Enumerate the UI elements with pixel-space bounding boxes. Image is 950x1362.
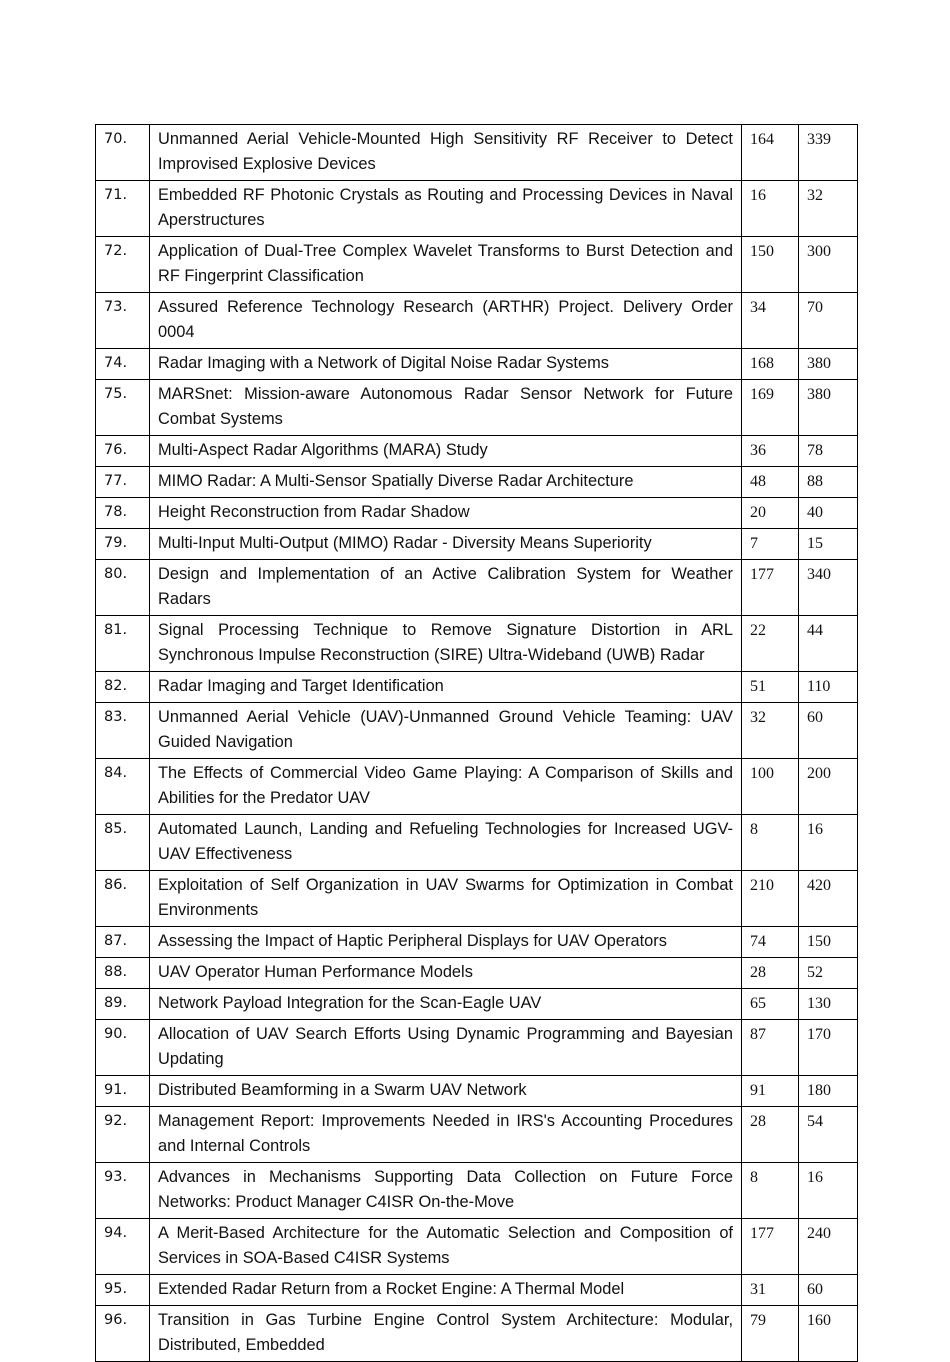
row-title: Radar Imaging and Target Identification — [150, 672, 742, 703]
row-value-a: 28 — [742, 958, 799, 989]
row-value-b: 180 — [799, 1076, 858, 1107]
table-row — [96, 529, 858, 560]
row-title: Design and Implementation of an Active Calibration System for Weather Radars — [150, 560, 742, 616]
table-row — [96, 293, 858, 349]
row-title: Distributed Beamforming in a Swarm UAV Network — [150, 1076, 742, 1107]
row-number: 84. — [96, 759, 150, 815]
row-value-b: 160 — [799, 1306, 858, 1362]
row-number: 73. — [96, 293, 150, 349]
row-number: 75. — [96, 380, 150, 436]
row-title: Management Report: Improvements Needed in IRS's Accounting Procedures and Internal Controls — [150, 1107, 742, 1163]
table-row — [96, 436, 858, 467]
row-value-b: 60 — [799, 1275, 858, 1306]
row-number: 83. — [96, 703, 150, 759]
row-number: 81. — [96, 616, 150, 672]
row-title: Exploitation of Self Organization in UAV Swarms for Optimization in Combat Environments — [150, 871, 742, 927]
row-value-a: 7 — [742, 529, 799, 560]
row-value-b: 380 — [799, 380, 858, 436]
row-title: Advances in Mechanisms Supporting Data Collection on Future Force Networks: Product Manager C4ISR On-the-Move — [150, 1163, 742, 1219]
row-number: 94. — [96, 1219, 150, 1275]
row-title: Unmanned Aerial Vehicle-Mounted High Sensitivity RF Receiver to Detect Improvised Explosive Devices — [150, 125, 742, 181]
row-title: Multi-Aspect Radar Algorithms (MARA) Study — [150, 436, 742, 467]
row-value-b: 420 — [799, 871, 858, 927]
row-value-b: 88 — [799, 467, 858, 498]
row-number: 78. — [96, 498, 150, 529]
row-value-b: 40 — [799, 498, 858, 529]
row-title: Signal Processing Technique to Remove Signature Distortion in ARL Synchronous Impulse Reconstruction (SIRE) Ultra-Wideband (UWB) Radar — [150, 616, 742, 672]
row-title: Multi-Input Multi-Output (MIMO) Radar - Diversity Means Superiority — [150, 529, 742, 560]
row-value-a: 20 — [742, 498, 799, 529]
table-row — [96, 125, 858, 181]
row-number: 89. — [96, 989, 150, 1020]
row-value-a: 8 — [742, 815, 799, 871]
row-value-a: 36 — [742, 436, 799, 467]
table-row — [96, 871, 858, 927]
row-title: Application of Dual-Tree Complex Wavelet Transforms to Burst Detection and RF Fingerprint Classification — [150, 237, 742, 293]
row-title: Embedded RF Photonic Crystals as Routing and Processing Devices in Naval Aperstructures — [150, 181, 742, 237]
row-value-a: 91 — [742, 1076, 799, 1107]
table-row — [96, 927, 858, 958]
table-row — [96, 703, 858, 759]
row-value-a: 168 — [742, 349, 799, 380]
row-value-a: 169 — [742, 380, 799, 436]
row-number: 77. — [96, 467, 150, 498]
table-row — [96, 1107, 858, 1163]
row-value-b: 380 — [799, 349, 858, 380]
row-number: 90. — [96, 1020, 150, 1076]
table-row — [96, 1020, 858, 1076]
row-number: 74. — [96, 349, 150, 380]
row-value-b: 130 — [799, 989, 858, 1020]
row-number: 92. — [96, 1107, 150, 1163]
row-number: 79. — [96, 529, 150, 560]
row-number: 70. — [96, 125, 150, 181]
table-row — [96, 815, 858, 871]
table-row — [96, 380, 858, 436]
row-title: MIMO Radar: A Multi-Sensor Spatially Diverse Radar Architecture — [150, 467, 742, 498]
row-value-b: 340 — [799, 560, 858, 616]
row-title: Extended Radar Return from a Rocket Engine: A Thermal Model — [150, 1275, 742, 1306]
table-row — [96, 560, 858, 616]
row-number: 82. — [96, 672, 150, 703]
row-value-a: 177 — [742, 1219, 799, 1275]
table-row — [96, 958, 858, 989]
row-value-a: 34 — [742, 293, 799, 349]
row-value-a: 32 — [742, 703, 799, 759]
row-value-a: 79 — [742, 1306, 799, 1362]
row-value-a: 87 — [742, 1020, 799, 1076]
document-table — [95, 124, 858, 1362]
row-title: Height Reconstruction from Radar Shadow — [150, 498, 742, 529]
row-value-b: 240 — [799, 1219, 858, 1275]
row-value-b: 52 — [799, 958, 858, 989]
row-title: Network Payload Integration for the Scan-Eagle UAV — [150, 989, 742, 1020]
row-value-b: 54 — [799, 1107, 858, 1163]
table-row — [96, 989, 858, 1020]
table-row — [96, 349, 858, 380]
row-title: A Merit-Based Architecture for the Automatic Selection and Composition of Services in SOA-Based C4ISR Systems — [150, 1219, 742, 1275]
row-number: 88. — [96, 958, 150, 989]
table-row — [96, 467, 858, 498]
row-title: Assessing the Impact of Haptic Peripheral Displays for UAV Operators — [150, 927, 742, 958]
row-value-b: 150 — [799, 927, 858, 958]
table-row — [96, 1076, 858, 1107]
row-value-a: 164 — [742, 125, 799, 181]
row-value-a: 31 — [742, 1275, 799, 1306]
row-title: Assured Reference Technology Research (ARTHR) Project. Delivery Order 0004 — [150, 293, 742, 349]
table-body — [96, 125, 858, 1362]
row-value-a: 22 — [742, 616, 799, 672]
row-number: 72. — [96, 237, 150, 293]
row-title: Transition in Gas Turbine Engine Control System Architecture: Modular, Distributed, Embedded — [150, 1306, 742, 1362]
row-number: 80. — [96, 560, 150, 616]
row-value-b: 15 — [799, 529, 858, 560]
row-value-b: 70 — [799, 293, 858, 349]
row-value-a: 100 — [742, 759, 799, 815]
table-row — [96, 1306, 858, 1362]
row-value-b: 16 — [799, 1163, 858, 1219]
row-title: Automated Launch, Landing and Refueling Technologies for Increased UGV-UAV Effectiveness — [150, 815, 742, 871]
table-row — [96, 1219, 858, 1275]
table-row — [96, 1275, 858, 1306]
row-number: 87. — [96, 927, 150, 958]
row-value-a: 51 — [742, 672, 799, 703]
row-value-a: 150 — [742, 237, 799, 293]
row-title: Unmanned Aerial Vehicle (UAV)-Unmanned Ground Vehicle Teaming: UAV Guided Navigation — [150, 703, 742, 759]
table-row — [96, 181, 858, 237]
row-number: 76. — [96, 436, 150, 467]
row-value-a: 16 — [742, 181, 799, 237]
row-value-a: 8 — [742, 1163, 799, 1219]
row-value-b: 44 — [799, 616, 858, 672]
row-value-b: 300 — [799, 237, 858, 293]
row-value-b: 32 — [799, 181, 858, 237]
row-value-b: 170 — [799, 1020, 858, 1076]
table-row — [96, 1163, 858, 1219]
table-row — [96, 237, 858, 293]
row-value-a: 210 — [742, 871, 799, 927]
row-title: The Effects of Commercial Video Game Playing: A Comparison of Skills and Abilities for the Predator UAV — [150, 759, 742, 815]
table-row — [96, 759, 858, 815]
row-value-b: 110 — [799, 672, 858, 703]
row-value-b: 60 — [799, 703, 858, 759]
table-row — [96, 672, 858, 703]
row-value-b: 339 — [799, 125, 858, 181]
row-title: MARSnet: Mission-aware Autonomous Radar Sensor Network for Future Combat Systems — [150, 380, 742, 436]
row-number: 95. — [96, 1275, 150, 1306]
row-value-a: 65 — [742, 989, 799, 1020]
row-title: Allocation of UAV Search Efforts Using Dynamic Programming and Bayesian Updating — [150, 1020, 742, 1076]
row-value-a: 28 — [742, 1107, 799, 1163]
row-title: Radar Imaging with a Network of Digital Noise Radar Systems — [150, 349, 742, 380]
row-value-b: 200 — [799, 759, 858, 815]
table-row — [96, 498, 858, 529]
row-title: UAV Operator Human Performance Models — [150, 958, 742, 989]
row-value-b: 16 — [799, 815, 858, 871]
row-number: 86. — [96, 871, 150, 927]
row-value-a: 177 — [742, 560, 799, 616]
row-value-a: 74 — [742, 927, 799, 958]
row-value-b: 78 — [799, 436, 858, 467]
row-value-a: 48 — [742, 467, 799, 498]
row-number: 91. — [96, 1076, 150, 1107]
table-row — [96, 616, 858, 672]
row-number: 71. — [96, 181, 150, 237]
row-number: 85. — [96, 815, 150, 871]
row-number: 93. — [96, 1163, 150, 1219]
row-number: 96. — [96, 1306, 150, 1362]
